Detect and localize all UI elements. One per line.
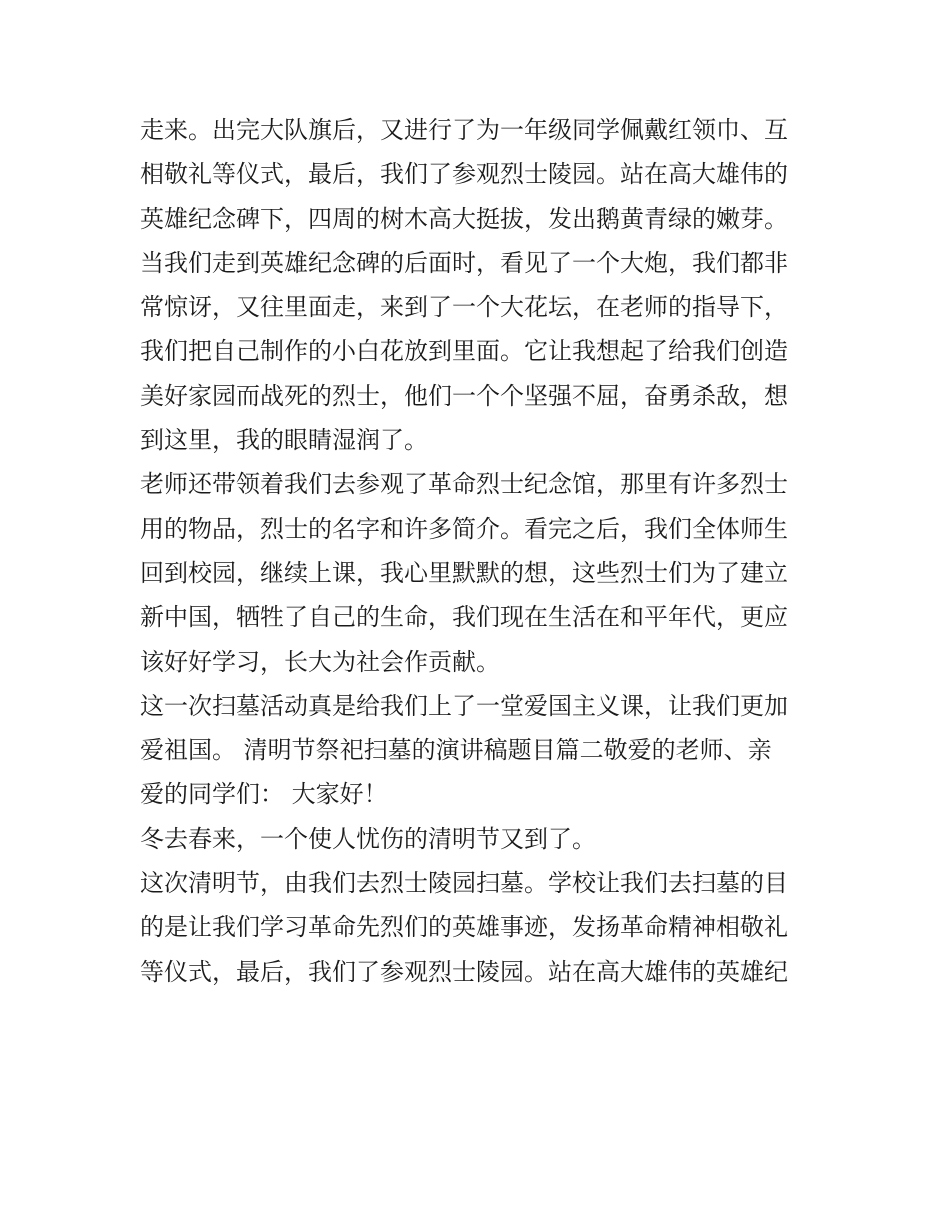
text-line: 的是让我们学习革命先烈们的英雄事迹，发扬革命精神相敬礼 (140, 913, 788, 942)
text-line: 回到校园，继续上课，我心里默默的想，这些烈士们为了建立 (140, 558, 788, 587)
text-line: 老师还带领着我们去参观了革命烈士纪念馆，那里有许多烈士 (140, 470, 788, 499)
text-line: 当我们走到英雄纪念碑的后面时，看见了一个大炮，我们都非 (140, 248, 788, 277)
text-line: 爱祖国。 清明节祭祀扫墓的演讲稿题目篇二敬爱的老师、亲 (140, 736, 772, 765)
text-line: 这次清明节，由我们去烈士陵园扫墓。学校让我们去扫墓的目 (140, 869, 788, 898)
text-line: 相敬礼等仪式，最后，我们了参观烈士陵园。站在高大雄伟的 (140, 160, 788, 189)
text-line: 常惊讶，又往里面走，来到了一个大花坛，在老师的指导下， (140, 293, 788, 322)
text-line: 新中国，牺牲了自己的生命，我们现在生活在和平年代，更应 (140, 603, 788, 632)
text-line: 到这里，我的眼睛湿润了。 (140, 426, 428, 455)
text-line: 走来。出完大队旗后，又进行了为一年级同学佩戴红领巾、互 (140, 116, 788, 144)
text-line: 英雄纪念碑下，四周的树木高大挺拔，发出鹅黄青绿的嫩芽。 (140, 204, 788, 233)
text-line: 等仪式，最后，我们了参观烈士陵园。站在高大雄伟的英雄纪 (140, 957, 788, 986)
text-line: 美好家园而战死的烈士，他们一个个坚强不屈，奋勇杀敌，想 (140, 381, 788, 410)
text-line: 爱的同学们： 大家好！ (140, 780, 388, 809)
text-line: 冬去春来，一个使人忧伤的清明节又到了。 (140, 824, 596, 853)
text-line: 我们把自己制作的小白花放到里面。它让我想起了给我们创造 (140, 337, 788, 366)
body-text (140, 108, 820, 994)
text-line: 用的物品，烈士的名字和许多简介。看完之后，我们全体师生 (140, 514, 788, 543)
text-line: 该好好学习，长大为社会作贡献。 (140, 647, 500, 676)
text-line: 这一次扫墓活动真是给我们上了一堂爱国主义课，让我们更加 (140, 691, 788, 720)
